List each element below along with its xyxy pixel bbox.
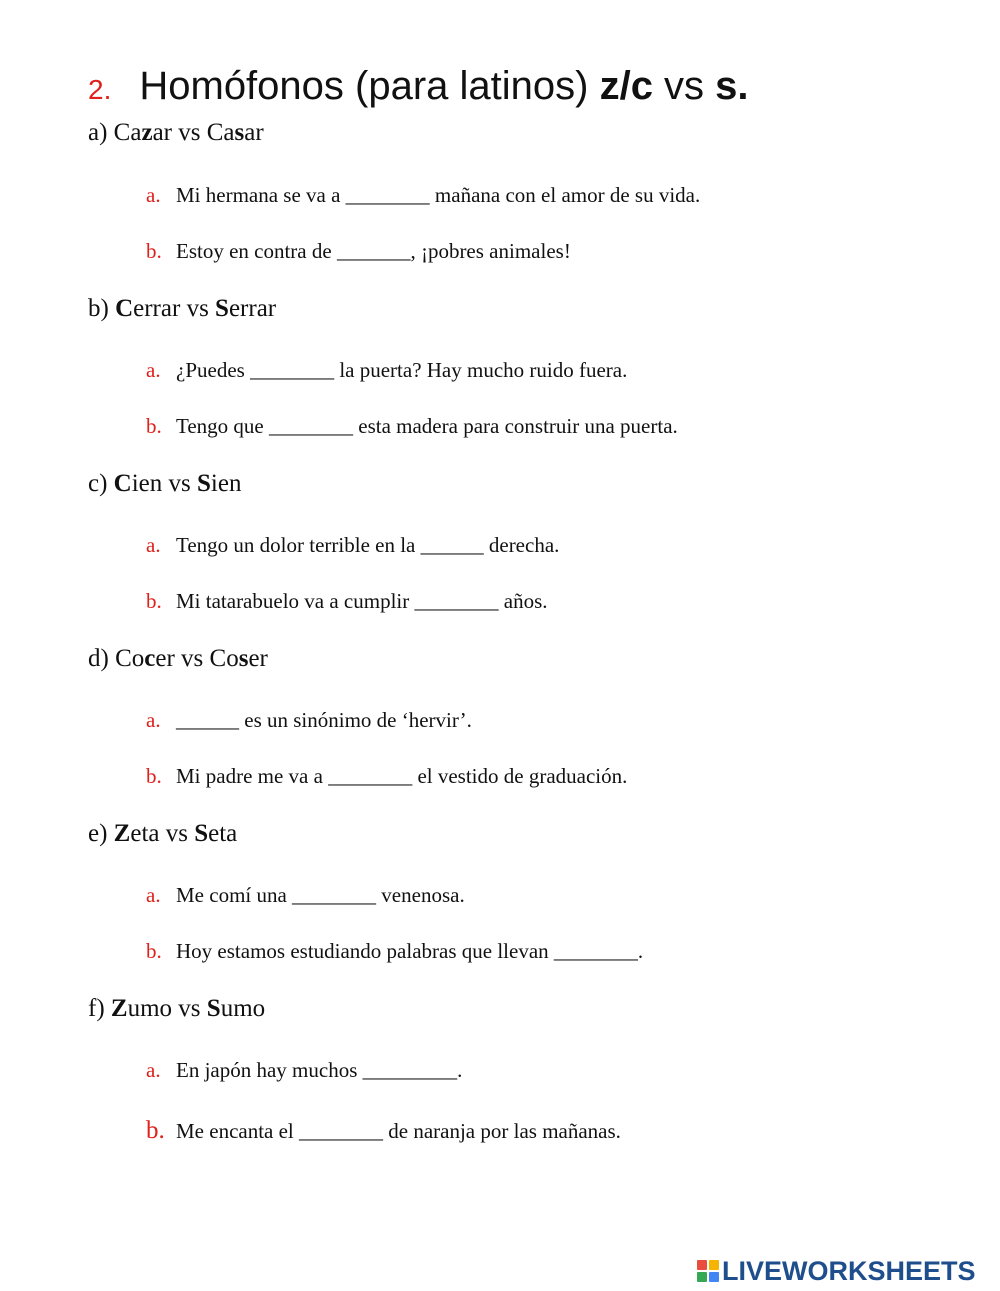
- item-text: ¿Puedes ________ la puerta? Hay mucho ruido fuera.: [176, 358, 628, 382]
- item-text: Tengo un dolor terrible en la ______ derecha.: [176, 533, 560, 557]
- logo-text: LIVEWORKSHEETS: [722, 1255, 976, 1286]
- question-c-b: [146, 589, 548, 614]
- item-text: Hoy estamos estudiando palabras que llevan ________.: [176, 939, 644, 963]
- section-heading-c: c) Cien vs Sien: [88, 470, 242, 497]
- question-f-b: [146, 1117, 621, 1145]
- item-letter: b.: [146, 939, 162, 963]
- logo-block: [697, 1272, 707, 1282]
- question-b-a: [146, 358, 627, 383]
- question-e-b: [146, 939, 643, 964]
- item-letter: a.: [146, 358, 161, 382]
- item-letter: a.: [146, 1058, 161, 1082]
- item-text: En japón hay muchos _________.: [176, 1058, 463, 1082]
- question-a-b: [146, 239, 571, 264]
- title-number: 2.: [88, 74, 112, 105]
- item-text: Mi tatarabuelo va a cumplir ________ años.: [176, 589, 548, 613]
- logo-blocks-icon: [697, 1260, 719, 1282]
- item-text: Mi padre me va a ________ el vestido de graduación.: [176, 764, 628, 788]
- liveworksheets-logo: [697, 1255, 976, 1287]
- logo-block: [697, 1260, 707, 1270]
- section-heading-a: a) Cazar vs Casar: [88, 119, 264, 146]
- item-text: Me encanta el ________ de naranja por las mañanas.: [176, 1119, 621, 1143]
- item-letter: b.: [146, 239, 162, 263]
- question-d-b: [146, 764, 627, 789]
- section-heading-f: f) Zumo vs Sumo: [88, 995, 266, 1022]
- item-letter: b.: [146, 589, 162, 613]
- item-letter: b.: [146, 764, 162, 788]
- question-e-a: [146, 883, 465, 908]
- section-heading-e: e) Zeta vs Seta: [88, 820, 238, 847]
- item-letter: a.: [146, 533, 161, 557]
- item-letter: a.: [146, 883, 161, 907]
- question-d-a: [146, 708, 472, 733]
- logo-block: [709, 1272, 719, 1282]
- item-letter: a.: [146, 708, 161, 732]
- page-title: [88, 64, 749, 109]
- logo-block: [709, 1260, 719, 1270]
- item-text: ______ es un sinónimo de ‘hervir’.: [176, 708, 472, 732]
- question-f-a: [146, 1058, 462, 1083]
- question-b-b: [146, 414, 678, 439]
- item-text: Estoy en contra de _______, ¡pobres animales!: [176, 239, 571, 263]
- item-letter: b.: [146, 414, 162, 438]
- item-letter: a.: [146, 183, 161, 207]
- question-c-a: [146, 533, 559, 558]
- item-text: Mi hermana se va a ________ mañana con el amor de su vida.: [176, 183, 701, 207]
- title-text: Homófonos (para latinos) z/c vs s.: [139, 64, 749, 108]
- item-text: Tengo que ________ esta madera para construir una puerta.: [176, 414, 678, 438]
- item-text: Me comí una ________ venenosa.: [176, 883, 465, 907]
- question-a-a: [146, 183, 700, 208]
- item-letter: b.: [146, 1117, 165, 1144]
- section-heading-b: b) Cerrar vs Serrar: [88, 295, 277, 322]
- section-heading-d: d) Cocer vs Coser: [88, 645, 268, 672]
